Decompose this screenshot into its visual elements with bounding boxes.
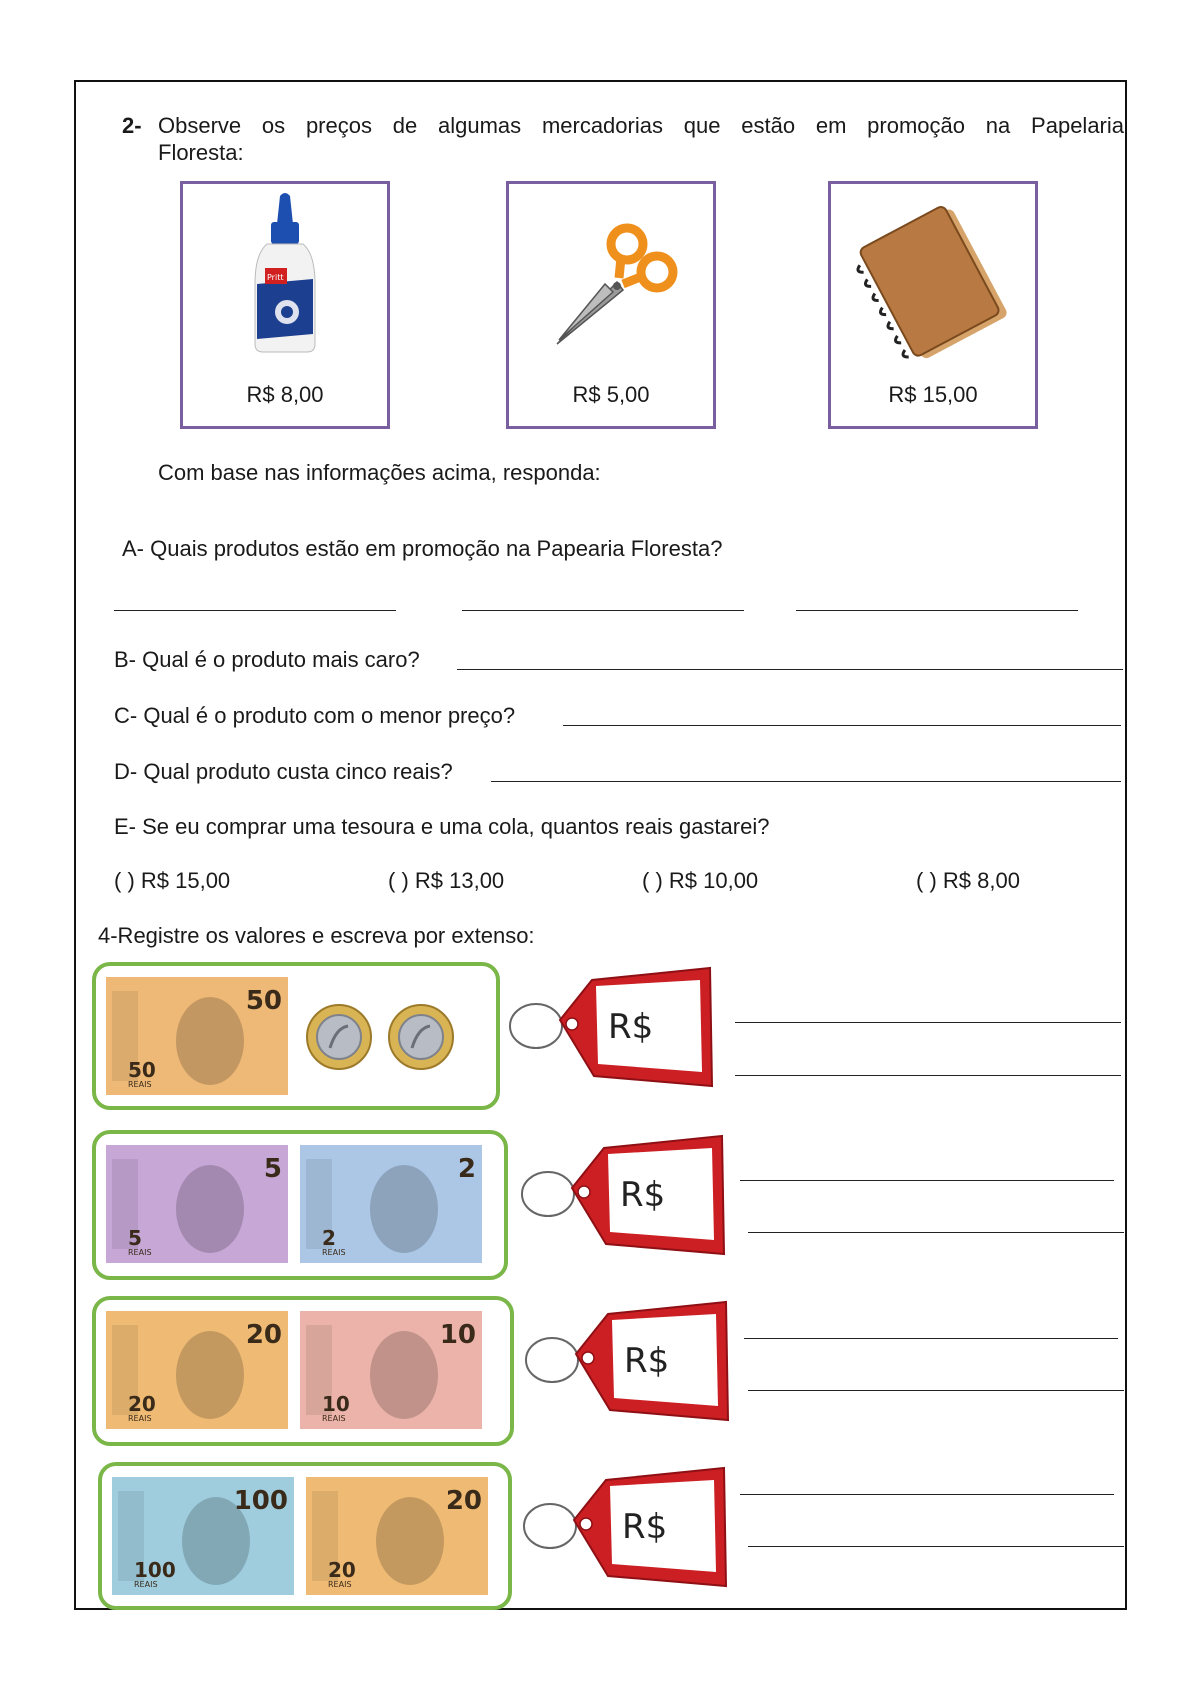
money-group-1 [92, 962, 500, 1110]
option-8[interactable]: ( ) R$ 8,00 [916, 868, 1020, 893]
answer-line-row4-2[interactable] [748, 1546, 1124, 1547]
answer-line-row2-1[interactable] [740, 1180, 1114, 1181]
svg-text:Pritt: Pritt [267, 273, 284, 282]
notebook-icon [831, 184, 1035, 374]
price-tag [516, 1126, 728, 1266]
banknote-10 [300, 1311, 482, 1429]
banknote-20 [106, 1311, 288, 1429]
question-intro: Observe os preços de algumas mercadorias que estão em promoção na Papelaria [158, 113, 1124, 138]
banknote-value-small: 100 [134, 1558, 176, 1582]
instruction-text: Com base nas informações acima, responda: [158, 460, 601, 485]
question-b: B- Qual é o produto mais caro? [114, 647, 420, 672]
banknote-currency-label: REAIS [128, 1080, 152, 1089]
option-13[interactable]: ( ) R$ 13,00 [388, 868, 505, 893]
answer-line-a2[interactable] [462, 610, 744, 611]
question-a: A- Quais produtos estão em promoção na Papearia Floresta? [122, 536, 723, 561]
coin-1-icon [388, 1004, 454, 1070]
product-price: R$ 15,00 [888, 382, 978, 407]
product-price: R$ 5,00 [572, 382, 650, 407]
product-card-glue [180, 181, 390, 429]
banknote-value-small: 20 [128, 1392, 156, 1416]
option-15[interactable]: ( ) R$ 15,00 [114, 868, 231, 893]
answer-line-row4-1[interactable] [740, 1494, 1114, 1495]
question-intro-line2: Floresta: [158, 140, 244, 165]
question-d: D- Qual produto custa cinco reais? [114, 759, 453, 784]
banknote-value-small: 20 [328, 1558, 356, 1582]
price-tag-label: R$ [608, 1007, 654, 1047]
banknote-currency-label: REAIS [322, 1414, 346, 1423]
answer-line-c[interactable] [563, 725, 1121, 726]
portrait-icon [370, 1165, 438, 1253]
money-group-3 [92, 1296, 514, 1446]
question-e: E- Se eu comprar uma tesoura e uma cola, quantos reais gastarei? [114, 814, 770, 839]
option-10[interactable]: ( ) R$ 10,00 [642, 868, 759, 893]
answer-line-row1-2[interactable] [735, 1075, 1121, 1076]
answer-line-row1-1[interactable] [735, 1022, 1121, 1023]
price-tag [518, 1458, 730, 1598]
banknote-value-small: 2 [322, 1226, 336, 1250]
portrait-icon [176, 1331, 244, 1419]
banknote-currency-label: REAIS [128, 1414, 152, 1423]
banknote-value: 20 [445, 1486, 482, 1516]
price-tag-label: R$ [624, 1341, 670, 1381]
banknote-value: 2 [457, 1154, 476, 1184]
banknote-value: 100 [233, 1486, 288, 1516]
answer-line-a1[interactable] [114, 610, 396, 611]
banknote-20 [306, 1477, 488, 1595]
question-c: C- Qual é o produto com o menor preço? [114, 703, 516, 728]
banknote-5 [106, 1145, 288, 1263]
portrait-icon [176, 1165, 244, 1253]
banknote-50 [106, 977, 288, 1095]
answer-line-row3-2[interactable] [748, 1390, 1124, 1391]
banknote-value-small: 10 [322, 1392, 350, 1416]
banknote-currency-label: REAIS [134, 1580, 158, 1589]
product-price: R$ 8,00 [246, 382, 324, 407]
question-number: 2- [122, 113, 142, 138]
banknote-value: 50 [245, 986, 282, 1016]
product-card-scissors [506, 181, 716, 429]
portrait-icon [370, 1331, 438, 1419]
banknote-value-small: 50 [128, 1058, 156, 1082]
banknote-value-small: 5 [128, 1226, 142, 1250]
banknote-currency-label: REAIS [128, 1248, 152, 1257]
question-4-title: 4-Registre os valores e escreva por extenso: [98, 923, 535, 948]
glue-bottle-icon [183, 184, 387, 374]
answer-line-b[interactable] [457, 669, 1123, 670]
banknote-value: 10 [439, 1320, 476, 1350]
banknote-100 [112, 1477, 294, 1595]
answer-line-row3-1[interactable] [744, 1338, 1118, 1339]
banknote-2 [300, 1145, 482, 1263]
price-tag [504, 958, 716, 1098]
banknote-currency-label: REAIS [328, 1580, 352, 1589]
portrait-icon [176, 997, 244, 1085]
money-group-4 [98, 1462, 512, 1610]
scissors-icon [509, 184, 713, 374]
answer-line-a3[interactable] [796, 610, 1078, 611]
money-group-2 [92, 1130, 508, 1280]
price-tag [520, 1292, 732, 1432]
price-tag-label: R$ [622, 1507, 668, 1547]
price-tag-label: R$ [620, 1175, 666, 1215]
coin-1-icon [306, 1004, 372, 1070]
answer-line-d[interactable] [491, 781, 1121, 782]
banknote-value: 5 [263, 1154, 282, 1184]
portrait-icon [376, 1497, 444, 1585]
answer-line-row2-2[interactable] [748, 1232, 1124, 1233]
product-card-notebook [828, 181, 1038, 429]
banknote-value: 20 [245, 1320, 282, 1350]
banknote-currency-label: REAIS [322, 1248, 346, 1257]
